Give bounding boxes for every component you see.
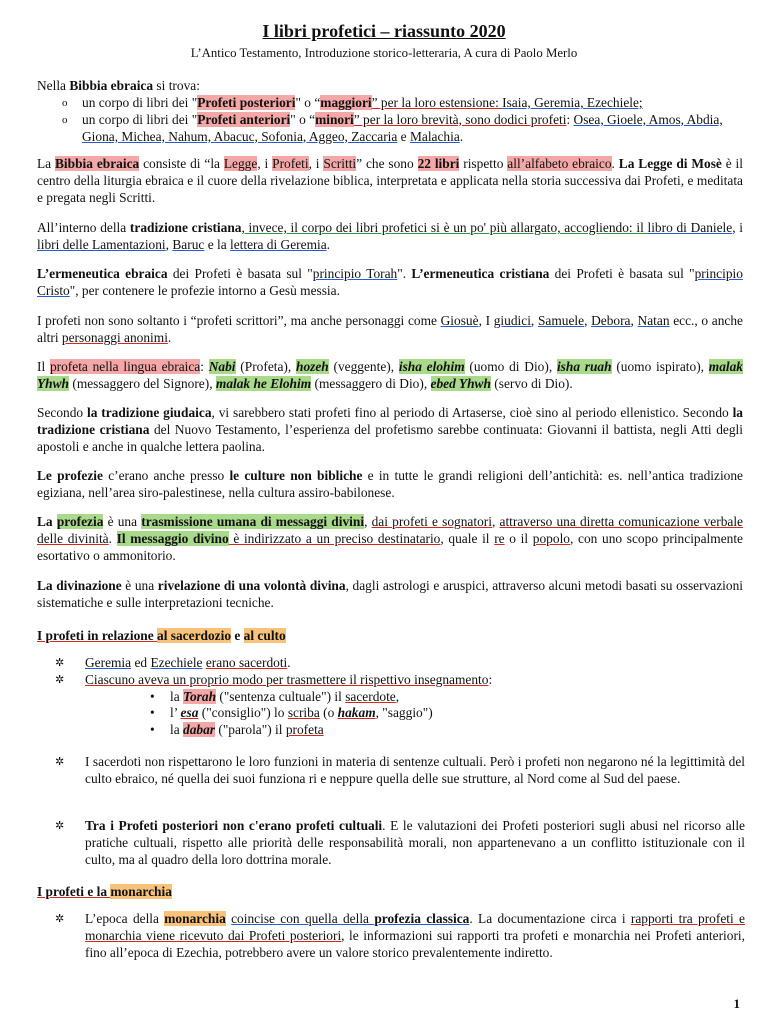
list-item: o un corpo di libri dei "Profeti posteriori" o “maggiori” per la loro estensione: Isaia, Geremia, Ezechiele; [62, 95, 643, 110]
paragraph-bibbia-ebraica: La Bibbia ebraica consiste di “la Legge, i Profeti, i Scritti” che sono 22 libri rispetto all’alfabeto ebraico. La Legge di Mosè è il centro della liturgia ebraica e il cuore della rivelazione biblica, interpretata e applicata nella storia successiva dai Profeti, e meditata e pregata negli Scritti. [37, 156, 743, 205]
circle-bullet-icon: o [62, 97, 68, 109]
sublist-insegnamento [55, 689, 745, 739]
paragraph-tradizione-giudaica: Secondo la tradizione giudaica, vi sarebbero stati profeti fino al periodo di Artaserse, cioè sino al periodo ellenistico. Secondo la tradizione cristiana del Nuovo Testamento, l’esperienza del profetismo sarebbe continuata: Giovanni il battista, negli Atti degli apostoli e anche in qualche lettera paolina. [37, 405, 743, 454]
list-item: ✲ Tra i Profeti posteriori non c'erano profeti cultuali. E le valutazioni dei Profeti posteriori sugli abusi nel ricorso alle pratiche cultuali, rispetto alle priorità delle responsabilità morali, non appartenevano a un conflitto istituzionale con il culto, ma al quadro della loro dottrina morale. [55, 818, 745, 867]
circle-bullet-icon: o [62, 113, 68, 126]
paragraph-lingua-ebraica: Il profeta nella lingua ebraica: Nabi (Profeta), hozeh (veggente), isha elohim (uomo di Dio), isha ruah (uomo ispirato), malak Yhwh (messaggero del Signore), malak he Elohim (messaggero di Dio), ebed Yhwh (servo di Dio). [37, 359, 744, 391]
paragraph-bibbia-intro: Nella Bibbia ebraica si trova: [37, 78, 200, 93]
bullet-icon: • [150, 705, 155, 721]
list-item: • la Torah ("sentenza cultuale") il sacerdote, [150, 688, 400, 704]
list-profeti-cultuali [55, 818, 745, 868]
list-item: o un corpo di libri dei "Profeti anteriori" o “minori” per la loro brevità, sono dodici profeti: Osea, Gioele, Amos, Abdia, Giona, Michea, Nahum, Abacuc, Sofonia, Aggeo, Zaccaria e Malachia. [62, 111, 723, 144]
paragraph-ermeneutica: L’ermeneutica ebraica dei Profeti è basata sul "principio Torah". L’ermeneutica cristiana dei Profeti è basata sul "principio Cristo", per contenere le profezie intorno a Gesù messia. [37, 266, 743, 298]
list-item: • l’ esa ("consiglio") lo scriba (o hakam, "saggio") [150, 705, 433, 721]
paragraph-profezia: La profezia è una trasmissione umana di messaggi divini, dai profeti e sognatori, attraverso una diretta comunicazione verbale delle divinità. Il messaggio divino è indirizzato a un preciso destinatario, quale il re o il popolo, con uno scopo principalmente esortativo o ammonitorio. [37, 514, 743, 563]
document-title: I libri profetici – riassunto 2020 [262, 21, 506, 41]
page-number: 1 [733, 996, 740, 1011]
star-bullet-icon: ✲ [55, 820, 65, 832]
star-bullet-icon: ✲ [55, 673, 65, 686]
list-item: ✲ L’epoca della monarchia coincise con quella della profezia classica. La documentazione circa i rapporti tra profeti e monarchia viene ricevuto dai Profeti posteriori, le informazioni sui rapporti tra profeti e monarchia nei Profeti anteriori, fino all’epoca di Ezechia, potrebbero avere un valore storico prevalentemente indiretto. [55, 911, 745, 960]
paragraph-divinazione: La divinazione è una rivelazione di una volontà divina, dagli astrologi e aruspici, attraverso alcuni metodi basati su osservazioni sistematiche e sulle interpretazioni tecniche. [37, 578, 744, 610]
document-subtitle: L’Antico Testamento, Introduzione storico-letteraria, A cura di Paolo Merlo [190, 46, 578, 60]
list-sacerdozio [55, 655, 745, 739]
list-corpi-libri [62, 95, 744, 145]
list-sacerdoti-funzioni [55, 754, 745, 788]
paragraph-culture-non-bibliche: Le profezie c’erano anche presso le culture non bibliche e in tutte le grandi religioni dell’antichità: es. nell’antica tradizione egiziana, nell’area siro-palestinese, nella cultura assiro-babilonese. [37, 468, 743, 500]
list-item: • la dabar ("parola") il profeta [150, 722, 324, 738]
bullet-icon: • [150, 688, 155, 704]
section-heading-sacerdozio: I profeti in relazione al sacerdozio e al culto [37, 628, 286, 643]
list-item: ✲ I sacerdoti non rispettarono le loro funzioni in materia di sentenze cultuali. Però i profeti non negarono né la legittimità del culto ebraico, né quella dei suoi funziona ri e neppure quella delle sue strutture, al Nord come al Sud del paese. [55, 754, 745, 786]
section-heading-monarchia: I profeti e la monarchia [37, 884, 172, 899]
paragraph-tradizione-cristiana: All’interno della tradizione cristiana, invece, il corpo dei libri profetici si è un po' più allargato, accogliendo: il libro di Daniele, i libri delle Lamentazioni, Baruc e la lettera di Geremia. [37, 220, 743, 252]
star-bullet-icon: ✲ [55, 913, 65, 925]
star-bullet-icon: ✲ [55, 657, 65, 669]
list-item: ✲ Geremia ed Ezechiele erano sacerdoti. [55, 655, 291, 670]
list-monarchia [55, 911, 745, 961]
bullet-icon: • [150, 722, 155, 738]
star-bullet-icon: ✲ [55, 756, 65, 768]
paragraph-profeti-scrittori: I profeti non sono soltanto i “profeti scrittori”, ma anche personaggi come Giosuè, I giudici, Samuele, Debora, Natan ecc., o anche altri personaggi anonimi. [37, 313, 743, 345]
list-item: ✲ Ciascuno aveva un proprio modo per trasmettere il rispettivo insegnamento: [55, 671, 493, 687]
